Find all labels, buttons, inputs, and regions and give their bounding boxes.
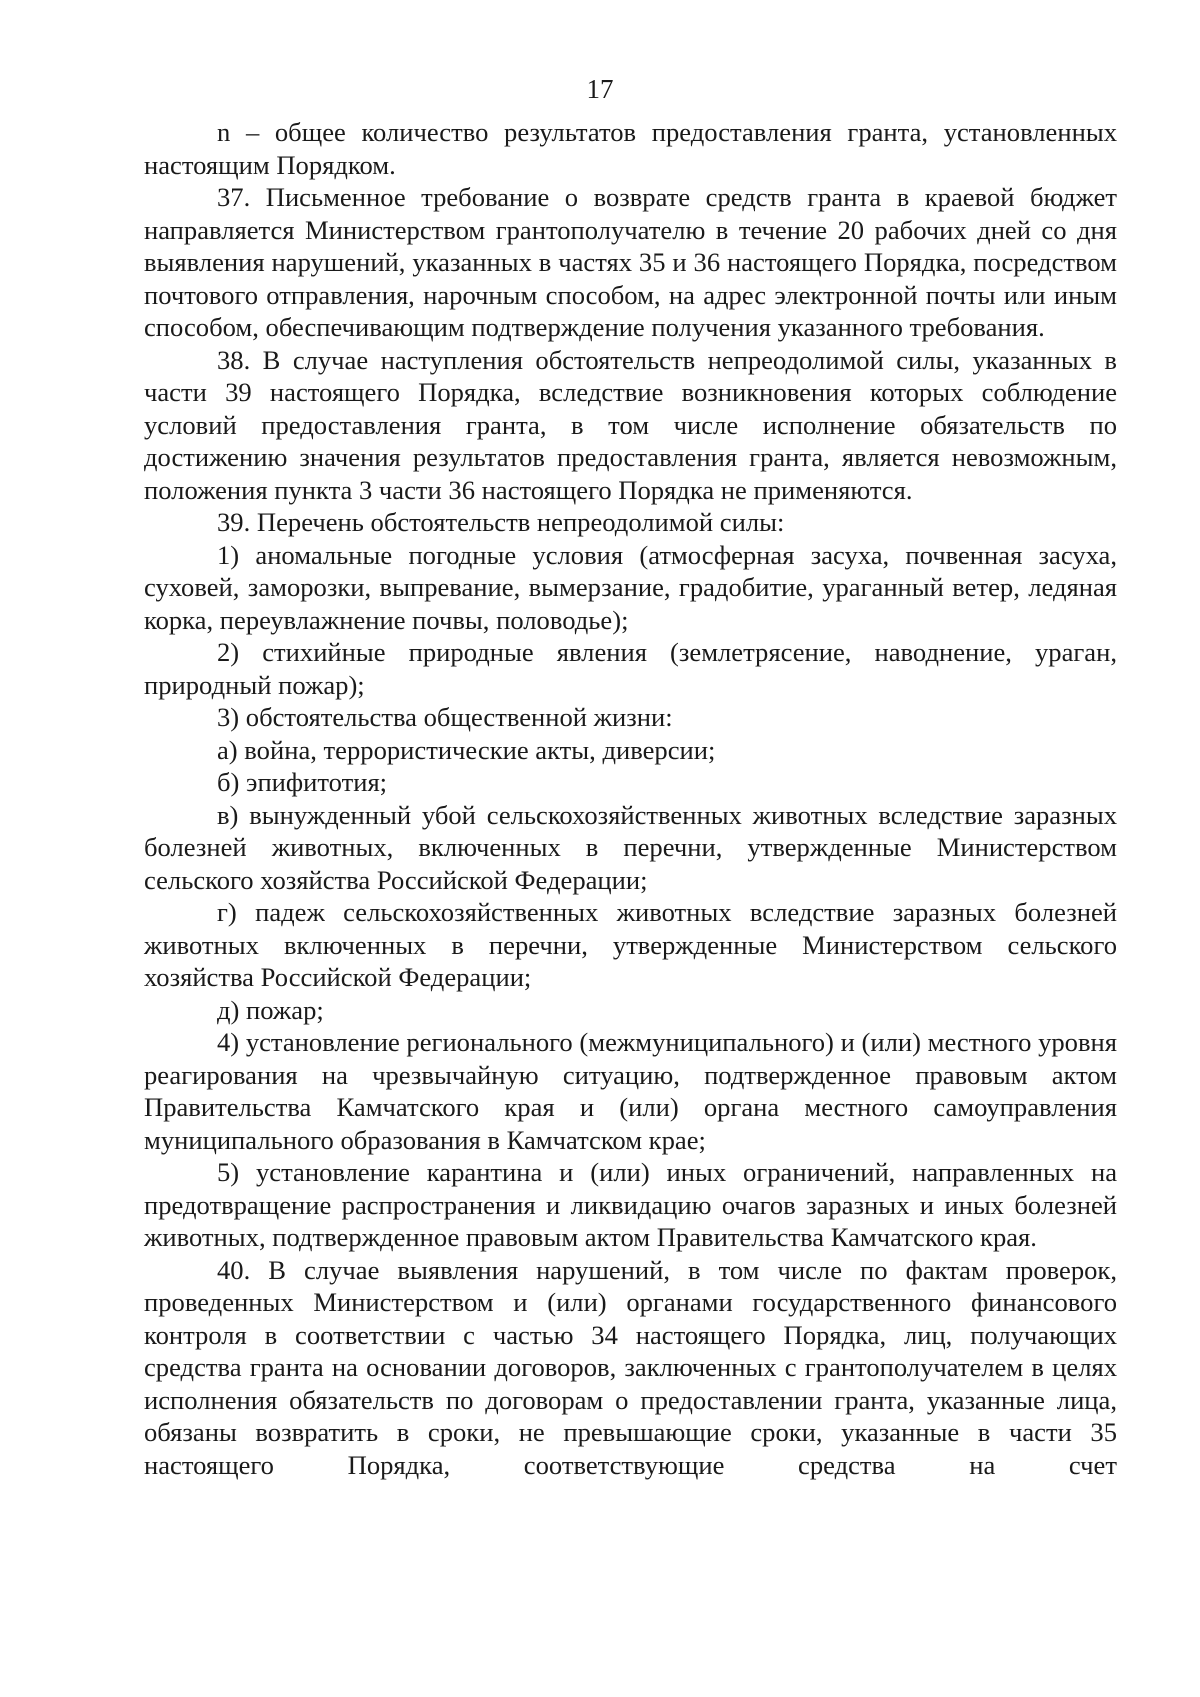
list-subitem-a: а) война, террористические акты, диверсии; <box>217 734 716 765</box>
list-item-4: 4) установление регионального (межмуниципального) и (или) местного уровня реагирования на чрезвычайную ситуацию, подтвержденное правовым актом Правительства Камчатского края и (или) органа местного самоуправления муниципального образования в Камчатском крае; <box>144 1027 1117 1155</box>
paragraph-n-definition: n – общее количество результатов предоставления гранта, установленных настоящим Порядком. <box>144 117 1117 180</box>
paragraph-39: 39. Перечень обстоятельств непреодолимой силы: <box>217 507 785 537</box>
list-item-5: 5) установление карантина и (или) иных ограничений, направленных на предотвращение распространения и ликвидацию очагов заразных и иных болезней животных, подтвержденное правовым актом Правительства Камчатского края. <box>144 1157 1117 1252</box>
paragraph-38: 38. В случае наступления обстоятельств непреодолимой силы, указанных в части 39 настоящего Порядка, вследствие возникновения которых соблюдение условий предоставления гранта, в том числе исполнение обязательств по достижению значения результатов предоставления гранта, является невозможным, положения пункта 3 части 36 настоящего Порядка не применяются. <box>144 344 1117 505</box>
document-body <box>144 116 1117 1481</box>
list-item-3: 3) обстоятельства общественной жизни: <box>217 702 673 732</box>
list-item-2: 2) стихийные природные явления (землетрясение, наводнение, ураган, природный пожар); <box>144 637 1117 700</box>
list-subitem-d: д) пожар; <box>217 994 324 1025</box>
list-subitem-v: в) вынужденный убой сельскохозяйственных животных вследствие заразных болезней животных, включенных в перечни, утвержденные Министерством сельского хозяйства Российской Федерации; <box>144 799 1117 895</box>
list-item-1: 1) аномальные погодные условия (атмосферная засуха, почвенная засуха, суховей, заморозки, выпревание, вымерзание, градобитие, ураганный ветер, ледяная корка, переувлажнение почвы, половодье); <box>144 539 1117 635</box>
page-number: 17 <box>586 74 614 104</box>
list-subitem-g: г) падеж сельскохозяйственных животных вследствие заразных болезней животных включенных в перечни, утвержденные Министерством сельского хозяйства Российской Федерации; <box>144 897 1117 992</box>
list-subitem-b: б) эпифитотия; <box>217 767 388 797</box>
paragraph-37: 37. Письменное требование о возврате средств гранта в краевой бюджет направляется Министерством грантополучателю в течение 20 рабочих дней со дня выявления нарушений, указанных в частях 35 и 36 настоящего Порядка, посредством почтового отправления, нарочным способом, на адрес электронной почты или иным способом, обеспечивающим подтверждение получения указанного требования. <box>144 182 1117 342</box>
paragraph-40: 40. В случае выявления нарушений, в том числе по фактам проверок, проведенных Министерством и (или) органами государственного финансового контроля в соответствии с частью 34 настоящего Порядка, лиц, получающих средства гранта на основании договоров, заключенных с грантополучателем в целях исполнения обязательств по договорам о предоставлении гранта, указанные лица, обязаны возвратить в сроки, не превышающие сроки, указанные в части 35 настоящего Порядка, соответствующие средства на счет <box>144 1254 1117 1480</box>
